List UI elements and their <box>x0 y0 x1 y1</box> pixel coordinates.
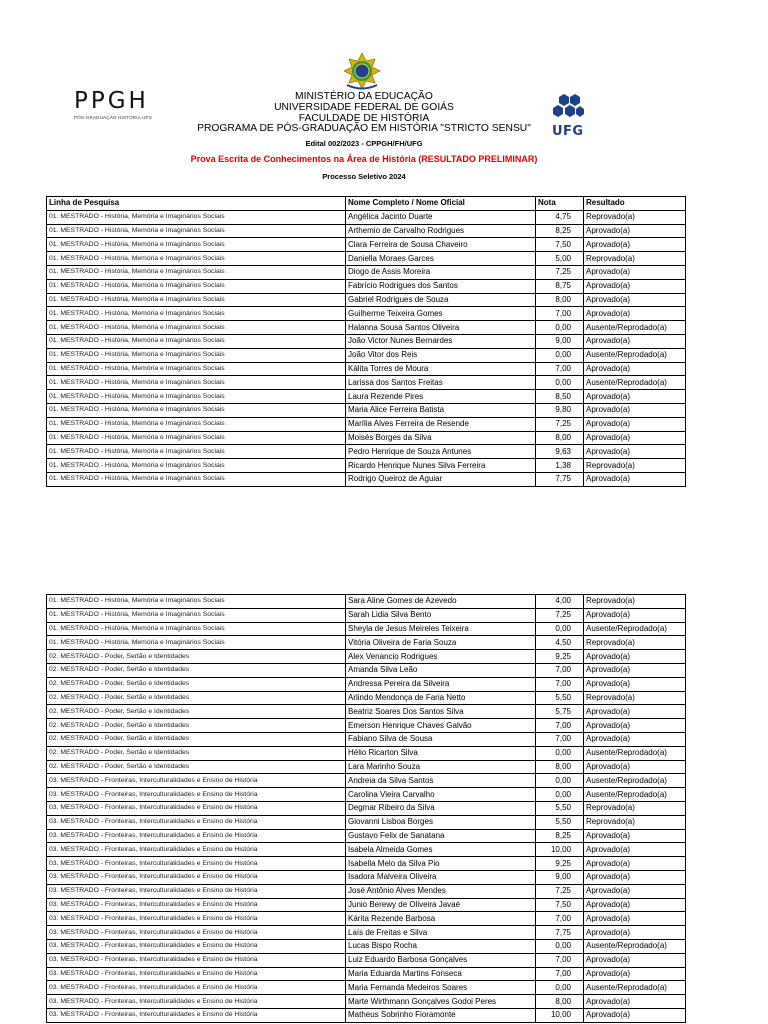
cell-nota: 8,00 <box>536 760 584 774</box>
table-row <box>47 719 686 733</box>
table-row <box>47 663 686 677</box>
cell-resultado: Aprovado(a) <box>584 445 686 459</box>
cell-linha: 02. MESTRADO - Poder, Sertão e Identidades <box>47 746 346 760</box>
cell-resultado: Aprovado(a) <box>584 995 686 1009</box>
ufg-logo-text: UFG <box>552 124 584 139</box>
cell-resultado: Aprovado(a) <box>584 472 686 486</box>
cell-linha: 02. MESTRADO - Poder, Sertão e Identidades <box>47 732 346 746</box>
cell-nota: 7,00 <box>536 663 584 677</box>
col-header-nota: Nota <box>536 197 584 211</box>
cell-nome: Amanda Silva Leão <box>346 663 536 677</box>
table-row <box>47 705 686 719</box>
cell-resultado: Aprovado(a) <box>584 417 686 431</box>
cell-resultado: Aprovado(a) <box>584 926 686 940</box>
cell-nota: 0,00 <box>536 788 584 802</box>
cell-nota: 7,75 <box>536 472 584 486</box>
cell-resultado: Aprovado(a) <box>584 390 686 404</box>
cell-nome: Degmar Ribeiro da Silva <box>346 801 536 815</box>
cell-nome: Junio Berewy de Oliveira Javaé <box>346 898 536 912</box>
table-row <box>47 898 686 912</box>
table-row <box>47 995 686 1009</box>
table-row <box>47 293 686 307</box>
table-row <box>47 774 686 788</box>
table-row <box>47 595 686 609</box>
cell-nota: 9,00 <box>536 870 584 884</box>
cell-nota: 7,00 <box>536 732 584 746</box>
table-row <box>47 843 686 857</box>
processo-line: Processo Seletivo 2024 <box>322 172 406 182</box>
cell-nome: Marte Wirthmann Gonçalves Godoi Peres <box>346 995 536 1009</box>
cell-nome: Andreia da Silva Santos <box>346 774 536 788</box>
cell-linha: 01. MESTRADO - História, Memória e Imaginários Sociais <box>47 608 346 622</box>
cell-resultado: Reprovado(a) <box>584 210 686 224</box>
cell-resultado: Ausente/Reprodado(a) <box>584 622 686 636</box>
cell-linha: 01. MESTRADO - História, Memória e Imaginários Sociais <box>47 265 346 279</box>
table-row <box>47 252 686 266</box>
cell-nota: 7,00 <box>536 953 584 967</box>
cell-nota: 8,25 <box>536 829 584 843</box>
cell-nota: 0,00 <box>536 376 584 390</box>
cell-linha: 03. MESTRADO - Fronteiras, Interculturalidades e Ensino de História <box>47 953 346 967</box>
cell-resultado: Aprovado(a) <box>584 732 686 746</box>
table-row <box>47 403 686 417</box>
cell-linha: 02. MESTRADO - Poder, Sertão e Identidades <box>47 691 346 705</box>
cell-linha: 03. MESTRADO - Fronteiras, Interculturalidades e Ensino de História <box>47 912 346 926</box>
cell-nota: 0,00 <box>536 939 584 953</box>
cell-resultado: Aprovado(a) <box>584 705 686 719</box>
table-row <box>47 390 686 404</box>
cell-linha: 01. MESTRADO - História, Memória e Imaginários Sociais <box>47 403 346 417</box>
cell-resultado: Reprovado(a) <box>584 636 686 650</box>
cell-resultado: Aprovado(a) <box>584 898 686 912</box>
cell-nota: 7,50 <box>536 898 584 912</box>
cell-nome: Emerson Henrique Chaves Galvão <box>346 719 536 733</box>
cell-linha: 01. MESTRADO - História, Memória e Imaginários Sociais <box>47 293 346 307</box>
cell-nome: Maria Eduarda Martins Fonseca <box>346 967 536 981</box>
table-row <box>47 622 686 636</box>
cell-nota: 9,00 <box>536 334 584 348</box>
table-row <box>47 362 686 376</box>
cell-resultado: Aprovado(a) <box>584 238 686 252</box>
ppgh-logo-text: PPGH <box>74 88 149 114</box>
cell-nome: Diogo de Assis Moreira <box>346 265 536 279</box>
cell-nota: 10,00 <box>536 843 584 857</box>
cell-nome: Moisés Borges da Silva <box>346 431 536 445</box>
table-row <box>47 857 686 871</box>
document-header <box>184 92 544 181</box>
cell-nota: 8,75 <box>536 279 584 293</box>
cell-nota: 8,50 <box>536 390 584 404</box>
cell-nota: 0,00 <box>536 981 584 995</box>
cell-linha: 01. MESTRADO - História, Memória e Imaginários Sociais <box>47 224 346 238</box>
cell-nome: Arthemio de Carvalho Rodrigues <box>346 224 536 238</box>
cell-resultado: Aprovado(a) <box>584 403 686 417</box>
cell-nota: 8,00 <box>536 293 584 307</box>
cell-resultado: Aprovado(a) <box>584 843 686 857</box>
cell-resultado: Reprovado(a) <box>584 459 686 473</box>
cell-linha: 02. MESTRADO - Poder, Sertão e Identidades <box>47 663 346 677</box>
cell-linha: 03. MESTRADO - Fronteiras, Interculturalidades e Ensino de História <box>47 829 346 843</box>
table-row <box>47 472 686 486</box>
cell-nome: Maria Fernanda Medeiros Soares <box>346 981 536 995</box>
cell-resultado: Aprovado(a) <box>584 265 686 279</box>
cell-nome: Larissa dos Santos Freitas <box>346 376 536 390</box>
cell-resultado: Aprovado(a) <box>584 279 686 293</box>
cell-nome: Lucas Bispo Rocha <box>346 939 536 953</box>
cell-nota: 7,00 <box>536 912 584 926</box>
universidade-line: UNIVERSIDADE FEDERAL DE GOIÁS <box>274 101 454 113</box>
cell-linha: 03. MESTRADO - Fronteiras, Interculturalidades e Ensino de História <box>47 981 346 995</box>
cell-linha: 03. MESTRADO - Fronteiras, Interculturalidades e Ensino de História <box>47 870 346 884</box>
cell-linha: 03. MESTRADO - Fronteiras, Interculturalidades e Ensino de História <box>47 815 346 829</box>
cell-nome: Kárita Rezende Barbosa <box>346 912 536 926</box>
cell-nota: 7,00 <box>536 307 584 321</box>
ppgh-logo-subtext: PÓS-GRADUAÇÃO HISTÓRIA UFG <box>74 115 153 120</box>
cell-nota: 0,00 <box>536 321 584 335</box>
cell-resultado: Aprovado(a) <box>584 677 686 691</box>
cell-nome: Hélio Ricarton Silva <box>346 746 536 760</box>
cell-resultado: Aprovado(a) <box>584 1008 686 1022</box>
cell-resultado: Reprovado(a) <box>584 801 686 815</box>
cell-resultado: Ausente/Reprodado(a) <box>584 981 686 995</box>
cell-nome: Kálita Torres de Moura <box>346 362 536 376</box>
cell-nota: 7,25 <box>536 608 584 622</box>
table-row <box>47 981 686 995</box>
cell-nome: Vitória Oliveira de Faria Souza <box>346 636 536 650</box>
cell-linha: 01. MESTRADO - História, Memória e Imaginários Sociais <box>47 362 346 376</box>
table-row <box>47 746 686 760</box>
table-row <box>47 608 686 622</box>
table-row <box>47 884 686 898</box>
cell-nome: Clara Ferreira de Sousa Chaveiro <box>346 238 536 252</box>
cell-nome: Fabrício Rodrigues dos Santos <box>346 279 536 293</box>
cell-linha: 01. MESTRADO - História, Memória e Imaginários Sociais <box>47 595 346 609</box>
cell-resultado: Ausente/Reprodado(a) <box>584 788 686 802</box>
cell-nota: 7,25 <box>536 265 584 279</box>
table-row <box>47 953 686 967</box>
cell-resultado: Aprovado(a) <box>584 760 686 774</box>
cell-nome: João Victor Nunes Bernardes <box>346 334 536 348</box>
cell-nome: Sara Aline Gomes de Azevedo <box>346 595 536 609</box>
cell-linha: 03. MESTRADO - Fronteiras, Interculturalidades e Ensino de História <box>47 1008 346 1022</box>
table-row <box>47 732 686 746</box>
ppgh-logo <box>74 88 152 120</box>
document-title: Prova Escrita de Conhecimentos na Área de História (RESULTADO PRELIMINAR) <box>190 154 538 165</box>
cell-linha: 01. MESTRADO - História, Memória e Imaginários Sociais <box>47 376 346 390</box>
cell-nome: Matheus Sobrinho Fioramonte <box>346 1008 536 1022</box>
cell-linha: 03. MESTRADO - Fronteiras, Interculturalidades e Ensino de História <box>47 843 346 857</box>
table-row <box>47 348 686 362</box>
table-row <box>47 912 686 926</box>
cell-nota: 0,00 <box>536 774 584 788</box>
table-row <box>47 939 686 953</box>
cell-nome: José Antônio Alves Mendes <box>346 884 536 898</box>
table-row <box>47 829 686 843</box>
cell-resultado: Aprovado(a) <box>584 870 686 884</box>
table-row <box>47 650 686 664</box>
cell-nota: 7,00 <box>536 362 584 376</box>
cell-resultado: Aprovado(a) <box>584 953 686 967</box>
programa-line: PROGRAMA DE PÓS-GRADUAÇÃO EM HISTÓRIA "STRICTO SENSU" <box>197 123 531 135</box>
cell-nota: 8,00 <box>536 995 584 1009</box>
cell-resultado: Aprovado(a) <box>584 719 686 733</box>
cell-linha: 01. MESTRADO - História, Memória e Imaginários Sociais <box>47 252 346 266</box>
cell-resultado: Aprovado(a) <box>584 307 686 321</box>
table-row <box>47 238 686 252</box>
cell-linha: 01. MESTRADO - História, Memória e Imaginários Sociais <box>47 636 346 650</box>
cell-nome: Isabela Almeida Gomes <box>346 843 536 857</box>
cell-nota: 4,75 <box>536 210 584 224</box>
table-row <box>47 210 686 224</box>
table-row <box>47 760 686 774</box>
cell-linha: 02. MESTRADO - Poder, Sertão e Identidades <box>47 677 346 691</box>
cell-nota: 9,80 <box>536 403 584 417</box>
cell-nota: 8,25 <box>536 224 584 238</box>
cell-nota: 7,25 <box>536 884 584 898</box>
cell-resultado: Aprovado(a) <box>584 912 686 926</box>
cell-resultado: Aprovado(a) <box>584 663 686 677</box>
cell-resultado: Ausente/Reprodado(a) <box>584 746 686 760</box>
cell-nome: Maria Alice Ferreira Batista <box>346 403 536 417</box>
cell-linha: 01. MESTRADO - História, Memória e Imaginários Sociais <box>47 334 346 348</box>
cell-linha: 01. MESTRADO - História, Memória e Imaginários Sociais <box>47 307 346 321</box>
cell-nome: Isabella Melo da Silva Pio <box>346 857 536 871</box>
cell-nota: 8,00 <box>536 431 584 445</box>
cell-nome: Andressa Pereira da Silveira <box>346 677 536 691</box>
table-row <box>47 265 686 279</box>
cell-nota: 1,38 <box>536 459 584 473</box>
table-row <box>47 445 686 459</box>
cell-nome: João Vitor dos Reis <box>346 348 536 362</box>
cell-nome: Arlindo Mendonça de Faria Netto <box>346 691 536 705</box>
brazil-coat-of-arms-icon <box>342 52 382 92</box>
table-row <box>47 926 686 940</box>
cell-linha: 01. MESTRADO - História, Memória e Imaginários Sociais <box>47 472 346 486</box>
table-row <box>47 1008 686 1022</box>
cell-nota: 9,25 <box>536 650 584 664</box>
cell-linha: 01. MESTRADO - História, Memória e Imaginários Sociais <box>47 417 346 431</box>
cell-linha: 03. MESTRADO - Fronteiras, Interculturalidades e Ensino de História <box>47 995 346 1009</box>
cell-nota: 0,00 <box>536 746 584 760</box>
cell-resultado: Aprovado(a) <box>584 431 686 445</box>
cell-nota: 5,75 <box>536 705 584 719</box>
cell-linha: 01. MESTRADO - História, Memória e Imaginários Sociais <box>47 390 346 404</box>
col-header-resultado: Resultado <box>584 197 686 211</box>
cell-resultado: Reprovado(a) <box>584 595 686 609</box>
cell-nota: 7,00 <box>536 677 584 691</box>
cell-resultado: Aprovado(a) <box>584 829 686 843</box>
cell-nota: 9,63 <box>536 445 584 459</box>
cell-linha: 01. MESTRADO - História, Memória e Imaginários Sociais <box>47 210 346 224</box>
cell-nome: Ricardo Henrique Nunes Silva Ferreira <box>346 459 536 473</box>
cell-linha: 03. MESTRADO - Fronteiras, Interculturalidades e Ensino de História <box>47 788 346 802</box>
table-row <box>47 307 686 321</box>
cell-resultado: Aprovado(a) <box>584 650 686 664</box>
cell-linha: 01. MESTRADO - História, Memória e Imaginários Sociais <box>47 459 346 473</box>
cell-nota: 5,00 <box>536 252 584 266</box>
cell-linha: 02. MESTRADO - Poder, Sertão e Identidades <box>47 760 346 774</box>
cell-resultado: Reprovado(a) <box>584 815 686 829</box>
table-row <box>47 636 686 650</box>
table-row <box>47 870 686 884</box>
cell-resultado: Ausente/Reprodado(a) <box>584 376 686 390</box>
faculdade-line: FACULDADE DE HISTÓRIA <box>298 112 430 124</box>
table-row <box>47 321 686 335</box>
table-row <box>47 815 686 829</box>
cell-nome: Beatriz Soares Dos Santos Silva <box>346 705 536 719</box>
cell-nota: 5,50 <box>536 801 584 815</box>
ministerio-line: MINISTÉRIO DA EDUCAÇÃO <box>295 91 433 102</box>
cell-nome: Gabriel Rodrigues de Souza <box>346 293 536 307</box>
cell-resultado: Ausente/Reprodado(a) <box>584 348 686 362</box>
cell-linha: 03. MESTRADO - Fronteiras, Interculturalidades e Ensino de História <box>47 967 346 981</box>
cell-resultado: Ausente/Reprodado(a) <box>584 774 686 788</box>
table-row <box>47 677 686 691</box>
cell-linha: 01. MESTRADO - História, Memória e Imaginários Sociais <box>47 348 346 362</box>
cell-linha: 03. MESTRADO - Fronteiras, Interculturalidades e Ensino de História <box>47 884 346 898</box>
cell-nome: Fabiano Silva de Sousa <box>346 732 536 746</box>
cell-linha: 01. MESTRADO - História, Memória e Imaginários Sociais <box>47 238 346 252</box>
cell-nome: Marília Alves Ferreira de Resende <box>346 417 536 431</box>
cell-resultado: Aprovado(a) <box>584 884 686 898</box>
cell-linha: 03. MESTRADO - Fronteiras, Interculturalidades e Ensino de História <box>47 898 346 912</box>
table-row <box>47 417 686 431</box>
cell-nota: 4,50 <box>536 636 584 650</box>
cell-nota: 7,50 <box>536 238 584 252</box>
table-row <box>47 279 686 293</box>
table-row <box>47 224 686 238</box>
cell-nome: Daniella Moraes Garces <box>346 252 536 266</box>
cell-resultado: Aprovado(a) <box>584 224 686 238</box>
table-row <box>47 431 686 445</box>
table-row <box>47 459 686 473</box>
results-table-1 <box>46 196 686 487</box>
cell-nota: 7,00 <box>536 719 584 733</box>
table-header-row <box>47 197 686 211</box>
cell-nome: Halanna Sousa Santos Oliveira <box>346 321 536 335</box>
cell-nome: Sheyla de Jesus Meireles Teixeira <box>346 622 536 636</box>
cell-resultado: Aprovado(a) <box>584 608 686 622</box>
cell-nome: Isadora Malveira Oliveira <box>346 870 536 884</box>
table-row <box>47 967 686 981</box>
cell-nota: 7,00 <box>536 967 584 981</box>
col-header-linha: Linha de Pesquisa <box>47 197 346 211</box>
cell-nome: Alex Venancio Rodrigues <box>346 650 536 664</box>
cell-linha: 01. MESTRADO - História, Memória e Imaginários Sociais <box>47 431 346 445</box>
edital-line: Edital 002/2023 - CPPGH/FH/UFG <box>305 139 423 149</box>
cell-nome: Sarah Lidia Silva Bento <box>346 608 536 622</box>
cell-nome: Giovanni Lisboa Borges <box>346 815 536 829</box>
cell-linha: 01. MESTRADO - História, Memória e Imaginários Sociais <box>47 321 346 335</box>
cell-resultado: Ausente/Reprodado(a) <box>584 939 686 953</box>
cell-linha: 01. MESTRADO - História, Memória e Imaginários Sociais <box>47 279 346 293</box>
cell-nome: Laura Rezende Pires <box>346 390 536 404</box>
cell-linha: 02. MESTRADO - Poder, Sertão e Identidades <box>47 719 346 733</box>
cell-linha: 03. MESTRADO - Fronteiras, Interculturalidades e Ensino de História <box>47 774 346 788</box>
cell-nome: Lara Marinho Souza <box>346 760 536 774</box>
cell-nome: Rodrigo Queiroz de Aguiar <box>346 472 536 486</box>
cell-nome: Carolina Vieira Carvalho <box>346 788 536 802</box>
cell-linha: 01. MESTRADO - História, Memória e Imaginários Sociais <box>47 445 346 459</box>
cell-nota: 0,00 <box>536 622 584 636</box>
cell-linha: 01. MESTRADO - História, Memória e Imaginários Sociais <box>47 622 346 636</box>
cell-nome: Laís de Freitas e Silva <box>346 926 536 940</box>
cell-nome: Pedro Henrique de Souza Antunes <box>346 445 536 459</box>
cell-nota: 7,75 <box>536 926 584 940</box>
table-row <box>47 334 686 348</box>
cell-resultado: Aprovado(a) <box>584 857 686 871</box>
cell-nota: 5,50 <box>536 815 584 829</box>
cell-nome: Gustavo Felix de Sanatana <box>346 829 536 843</box>
cell-nota: 0,00 <box>536 348 584 362</box>
cell-resultado: Aprovado(a) <box>584 967 686 981</box>
cell-nome: Guilherme Teixeira Gomes <box>346 307 536 321</box>
cell-resultado: Reprovado(a) <box>584 691 686 705</box>
cell-nota: 5,50 <box>536 691 584 705</box>
cell-nota: 9,25 <box>536 857 584 871</box>
cell-linha: 03. MESTRADO - Fronteiras, Interculturalidades e Ensino de História <box>47 926 346 940</box>
cell-linha: 02. MESTRADO - Poder, Sertão e Identidades <box>47 705 346 719</box>
cell-linha: 03. MESTRADO - Fronteiras, Interculturalidades e Ensino de História <box>47 857 346 871</box>
col-header-nome: Nome Completo / Nome Oficial <box>346 197 536 211</box>
table-row <box>47 788 686 802</box>
cell-resultado: Aprovado(a) <box>584 362 686 376</box>
cell-nota: 4,00 <box>536 595 584 609</box>
cell-linha: 03. MESTRADO - Fronteiras, Interculturalidades e Ensino de História <box>47 801 346 815</box>
table-row <box>47 801 686 815</box>
cell-resultado: Aprovado(a) <box>584 293 686 307</box>
table-row <box>47 376 686 390</box>
cell-linha: 02. MESTRADO - Poder, Sertão e Identidades <box>47 650 346 664</box>
cell-resultado: Reprovado(a) <box>584 252 686 266</box>
cell-linha: 03. MESTRADO - Fronteiras, Interculturalidades e Ensino de História <box>47 939 346 953</box>
results-table-2 <box>46 594 686 1023</box>
table-row <box>47 691 686 705</box>
cell-nota: 7,25 <box>536 417 584 431</box>
cell-nota: 10,00 <box>536 1008 584 1022</box>
cell-nome: Luiz Eduardo Barbosa Gonçalves <box>346 953 536 967</box>
cell-nome: Angélica Jacinto Duarte <box>346 210 536 224</box>
cell-resultado: Aprovado(a) <box>584 334 686 348</box>
cell-resultado: Ausente/Reprodado(a) <box>584 321 686 335</box>
